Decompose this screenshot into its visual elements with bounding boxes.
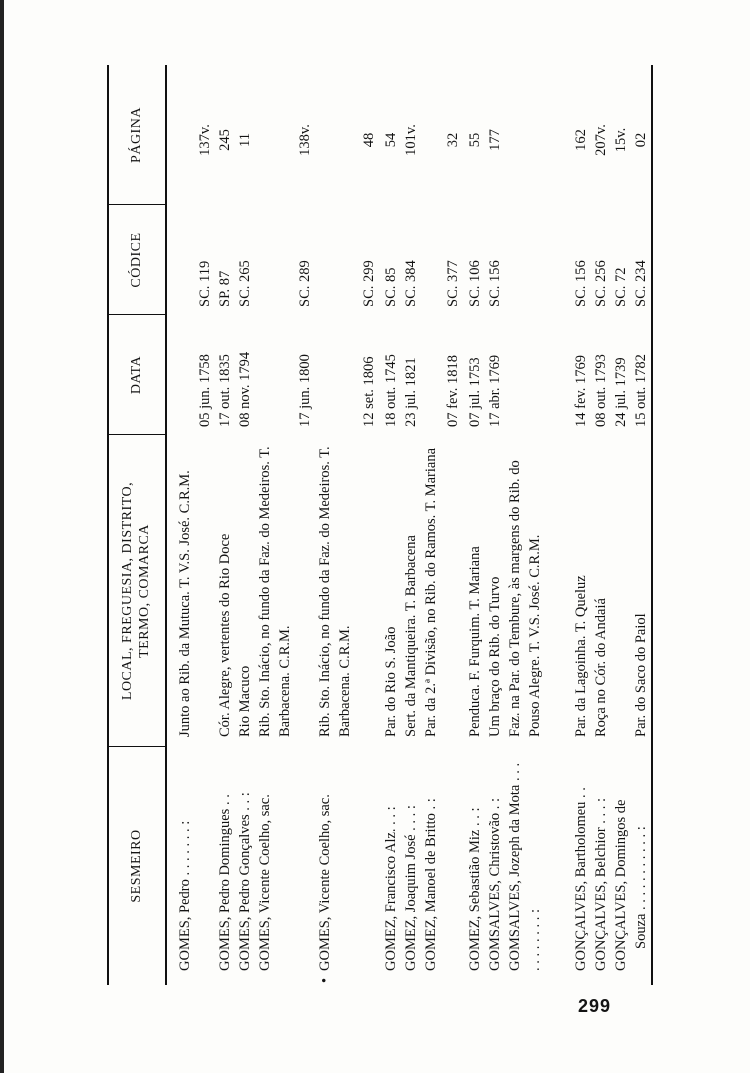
sesmeiro-cell: GONÇALVES, Bartholomeu . . [573,787,589,971]
date-cell: 08 out. 1793 [593,354,609,427]
local-cell: Faz. na Par. do Tembure, às margens do Rib. do Pouso Alegre. T. V.S. José. C.R.M. [507,460,543,737]
codice-cell: SC. 234 [633,260,649,307]
header-data [107,315,165,435]
header-local-line2: TERMO, COMARCA [137,524,152,658]
codice-cell: SC. 265 [237,260,253,307]
table-row [465,65,485,985]
date-cell: 23 jul. 1821 [403,357,419,427]
header-pagina [107,65,165,205]
local-cell: Rio Macuco [237,665,253,737]
local-cell: Par. do Saco do Paiol [633,613,649,737]
local-cell: Junto ao Rib. da Mutuca. T. V.S. José. C.R.M. [177,470,193,737]
date-cell: 17 jun. 1800 [297,354,313,427]
sesmeiro-cell: GONÇALVES, Domingos de [613,799,629,971]
table-row [315,65,381,985]
date-cell: 15 out. 1782 [633,354,649,427]
sesmeiro-cell: GOMES, Pedro . . . . . . . : [177,820,193,971]
table-row [401,65,421,985]
pagina-cell: 101v. [403,124,419,156]
local-cell: Par. do Rio S. João [383,626,399,737]
sesmeiro-cell: GOMEZ, Joaquim José . . . : [403,805,419,971]
header-pagina-label: PÁGINA [128,107,144,163]
codice-cell: SC. 106 [467,260,483,307]
pagina-cell: 48 [361,132,377,148]
sesmeiro-cell: Souza . . . . . . . . . . . : [633,826,649,949]
table-bottom-rule [651,65,653,985]
table-row [235,65,255,985]
date-cell: 17 abr. 1769 [487,354,503,427]
date-cell: 18 out. 1745 [383,354,399,427]
local-cell: Par. da 2.ª Divisão, no Rib. do Ramos. T. Mariana [423,447,439,737]
codice-cell: SC. 85 [383,267,399,307]
pagina-cell: 177 [487,129,503,151]
local-cell: Rib. Sto. Inácio, no fundo da Faz. do Medeiros. T. Barbacena. C.R.M. [257,446,293,737]
local-cell: Rib. Sto. Inácio, no fundo da Faz. do Medeiros. T. Barbacena. C.R.M. [317,446,353,737]
sesmeiro-cell: GOMES, Vicente Coelho, sac. [257,794,273,971]
table-row [215,65,235,985]
sesmeiro-cell: GONÇALVES, Belchior . . . : [593,797,609,971]
table-row [571,65,591,985]
table-body [175,65,651,985]
pagina-cell: 137v. [197,124,213,156]
header-local-line1: LOCAL, FREGUESIA, DISTRITO, [120,481,135,701]
sesmeiro-cell: GOMES, Pedro Domingues . . [217,794,233,971]
sesmeiro-cell: GOMEZ, Manoel de Britto . : [423,798,439,971]
header-local [107,435,165,747]
codice-cell: SC. 119 [197,260,213,307]
codice-cell: SC. 299 [361,260,377,307]
date-cell: 14 fev. 1769 [573,355,589,427]
local-cell: Sert. da Mantiqueira. T. Barbacena [403,535,419,737]
codice-cell: SC. 384 [403,260,419,307]
codice-cell: SC. 289 [297,260,313,307]
pagina-cell: 138v. [297,124,313,156]
table-row [255,65,315,985]
header-sesmeiro [107,747,165,985]
binding-edge [0,0,4,1073]
date-cell: 24 jul. 1739 [613,357,629,427]
table-row [485,65,505,985]
pagina-cell: 54 [383,132,399,148]
page-number: 299 [578,996,612,1016]
table-row [611,65,631,985]
sesmeiro-cell: GOMSALVES, Christovão . : [487,797,503,971]
table-row [175,65,215,985]
sesmeiro-cell [315,753,335,983]
date-cell: 07 jul. 1753 [467,357,483,427]
table-row [631,65,651,985]
codice-cell: SC. 377 [445,260,461,307]
rotated-table [95,65,665,985]
header-codice [107,205,165,315]
table-row [381,65,401,985]
local-cell: Par. da Lagoinha. T. Queluz [573,575,589,737]
row-bullet: • [317,977,333,983]
table-header-rule [165,65,167,985]
local-cell: Penduca. F. Furquim. T. Mariana [467,546,483,737]
table-row [591,65,611,985]
codice-cell: SC. 256 [593,260,609,307]
codice-cell: SC. 156 [487,260,503,307]
pagina-cell: 162 [573,129,589,151]
codice-cell: SC. 72 [613,267,629,307]
sesmeiro-cell: GOMES, Pedro Gonçalves . . : [237,792,253,971]
pagina-cell: 32 [445,132,461,148]
codice-cell: SP. 87 [217,270,233,307]
sesmeiro-cell: GOMSALVES, Jozeph da Mota . . . . . . . . . . . : [507,762,543,971]
pagina-cell: 245 [217,129,233,151]
table-row [505,65,571,985]
pagina-cell: 207v. [593,124,609,156]
date-cell: 05 jun. 1758 [197,354,213,427]
local-cell: Um braço do Rib. do Turvo [487,576,503,737]
codice-cell: SC. 156 [573,260,589,307]
sesmeiro-cell: GOMEZ, Sebastião Miz . . : [467,807,483,971]
pagina-cell: 15v. [613,127,629,153]
date-cell: 17 out. 1835 [217,354,233,427]
table-row [421,65,465,985]
date-cell: 07 fev. 1818 [445,355,461,427]
header-data-label: DATA [128,355,144,395]
header-codice-label: CÓDICE [128,232,144,288]
header-sesmeiro-label: SESMEIRO [128,829,144,903]
local-cell: Cór. Alegre, vertentes do Rio Doce [217,533,233,737]
sesmeiro-name: GOMES, Vicente Coelho, sac. [317,794,333,971]
pagina-cell: 11 [237,133,253,147]
local-cell: Roça no Cór. do Andaiá [593,598,609,737]
date-cell: 12 set. 1806 [361,356,377,427]
sesmeiro-cell: GOMEZ, Francisco Alz. . . : [383,806,399,971]
pagina-cell: 55 [467,132,483,148]
date-cell: 08 nov. 1794 [237,351,253,427]
pagina-cell: 02 [633,132,649,148]
